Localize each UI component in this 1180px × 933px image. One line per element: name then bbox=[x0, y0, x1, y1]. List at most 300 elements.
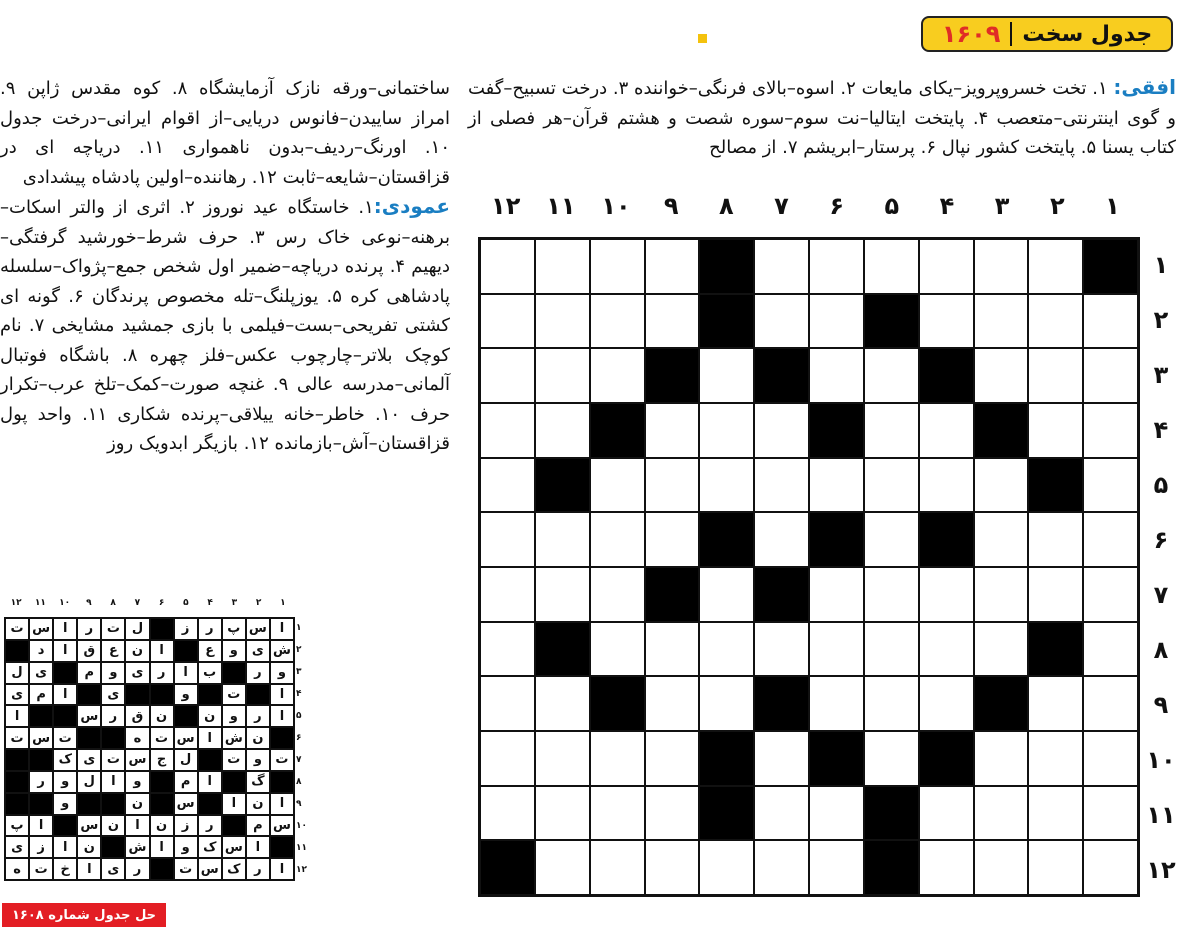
empty-cell[interactable] bbox=[864, 403, 919, 458]
empty-cell[interactable] bbox=[754, 840, 809, 895]
row-number-1: ۱ bbox=[1153, 250, 1169, 279]
row-number-5: ۵ bbox=[1153, 470, 1169, 499]
empty-cell[interactable] bbox=[1083, 622, 1138, 677]
solution-black-cell bbox=[53, 815, 77, 837]
solution-black-cell bbox=[77, 727, 101, 749]
empty-cell[interactable] bbox=[535, 567, 590, 622]
empty-cell[interactable] bbox=[1083, 348, 1138, 403]
solution-letter-cell: ا bbox=[150, 836, 174, 858]
solution-row-number-5: ۵ bbox=[296, 711, 302, 721]
solution-row-number-9: ۹ bbox=[296, 799, 302, 809]
solution-letter-cell: ر bbox=[77, 618, 101, 640]
solution-letter-cell: ت bbox=[150, 727, 174, 749]
empty-cell[interactable] bbox=[645, 622, 700, 677]
empty-cell[interactable] bbox=[1083, 294, 1138, 349]
empty-cell[interactable] bbox=[1028, 348, 1083, 403]
solution-letter-cell: ی bbox=[101, 684, 125, 706]
column-number-7: ۷ bbox=[774, 192, 789, 220]
black-cell bbox=[645, 567, 700, 622]
row-number-4: ۴ bbox=[1153, 415, 1169, 444]
empty-cell[interactable] bbox=[919, 294, 974, 349]
solution-letter-cell: و bbox=[53, 793, 77, 815]
solution-black-cell bbox=[5, 793, 29, 815]
solution-row-number-4: ۴ bbox=[296, 689, 302, 699]
empty-cell[interactable] bbox=[535, 676, 590, 731]
solution-row-number-2: ۲ bbox=[296, 645, 302, 655]
solution-column-number-1: ۱ bbox=[280, 598, 286, 608]
solution-black-cell bbox=[198, 684, 222, 706]
empty-cell[interactable] bbox=[480, 512, 535, 567]
empty-cell[interactable] bbox=[645, 239, 700, 294]
empty-cell[interactable] bbox=[480, 567, 535, 622]
empty-cell[interactable] bbox=[535, 512, 590, 567]
solution-letter-cell: ن bbox=[150, 705, 174, 727]
crossword-grid[interactable] bbox=[478, 237, 1140, 897]
empty-cell[interactable] bbox=[645, 840, 700, 895]
empty-cell[interactable] bbox=[809, 239, 864, 294]
empty-cell[interactable] bbox=[974, 348, 1029, 403]
empty-cell[interactable] bbox=[1083, 676, 1138, 731]
solution-letter-cell: ن bbox=[101, 815, 125, 837]
empty-cell[interactable] bbox=[1083, 840, 1138, 895]
solution-letter-cell: ا bbox=[53, 684, 77, 706]
empty-cell[interactable] bbox=[1083, 786, 1138, 841]
empty-cell[interactable] bbox=[645, 512, 700, 567]
empty-cell[interactable] bbox=[645, 786, 700, 841]
solution-letter-cell: و bbox=[270, 662, 294, 684]
solution-letter-cell: ا bbox=[198, 727, 222, 749]
solution-letter-cell: ز bbox=[29, 836, 53, 858]
solution-column-number-6: ۶ bbox=[158, 598, 165, 608]
row-number-6: ۶ bbox=[1153, 525, 1169, 554]
solution-letter-cell: ر bbox=[198, 815, 222, 837]
row-number-8: ۸ bbox=[1153, 635, 1169, 664]
solution-letter-cell: ا bbox=[101, 771, 125, 793]
empty-cell[interactable] bbox=[535, 348, 590, 403]
empty-cell[interactable] bbox=[974, 239, 1029, 294]
empty-cell[interactable] bbox=[919, 458, 974, 513]
column-number-5: ۵ bbox=[884, 192, 900, 220]
solution-letter-cell: ق bbox=[125, 705, 149, 727]
solution-letter-cell: و bbox=[125, 771, 149, 793]
solution-letter-cell: س bbox=[198, 858, 222, 880]
black-cell bbox=[919, 731, 974, 786]
empty-cell[interactable] bbox=[919, 239, 974, 294]
solution-column-number-3: ۳ bbox=[231, 598, 238, 608]
solution-letter-cell: خ bbox=[53, 858, 77, 880]
solution-letter-cell: ز bbox=[174, 618, 198, 640]
solution-black-cell bbox=[174, 705, 198, 727]
empty-cell[interactable] bbox=[974, 786, 1029, 841]
solution-black-cell bbox=[77, 684, 101, 706]
black-cell bbox=[535, 458, 590, 513]
empty-cell[interactable] bbox=[1028, 786, 1083, 841]
row-number-11: ۱۱ bbox=[1146, 800, 1176, 829]
solution-letter-cell: ی bbox=[5, 836, 29, 858]
empty-cell[interactable] bbox=[809, 294, 864, 349]
solution-letter-cell: ا bbox=[5, 705, 29, 727]
solution-row-number-1: ۱ bbox=[296, 623, 302, 633]
empty-cell[interactable] bbox=[1083, 567, 1138, 622]
empty-cell[interactable] bbox=[480, 458, 535, 513]
empty-cell[interactable] bbox=[535, 731, 590, 786]
black-cell bbox=[1028, 458, 1083, 513]
column-number-8: ۸ bbox=[719, 192, 734, 220]
solution-letter-cell: ی bbox=[125, 662, 149, 684]
solution-letter-cell: ر bbox=[246, 662, 270, 684]
solution-row-number-11: ۱۱ bbox=[296, 843, 307, 853]
solution-letter-cell: و bbox=[101, 662, 125, 684]
empty-cell[interactable] bbox=[699, 458, 754, 513]
solution-letter-cell: ا bbox=[53, 836, 77, 858]
solution-letter-cell: و bbox=[222, 640, 246, 662]
empty-cell[interactable] bbox=[699, 567, 754, 622]
empty-cell[interactable] bbox=[480, 403, 535, 458]
empty-cell[interactable] bbox=[590, 786, 645, 841]
solution-row-numbers bbox=[296, 617, 306, 881]
empty-cell[interactable] bbox=[1028, 294, 1083, 349]
empty-cell[interactable] bbox=[1083, 458, 1138, 513]
empty-cell[interactable] bbox=[590, 840, 645, 895]
empty-cell[interactable] bbox=[590, 348, 645, 403]
solution-column-number-2: ۲ bbox=[255, 598, 262, 608]
column-number-11: ۱۱ bbox=[546, 192, 576, 220]
empty-cell[interactable] bbox=[974, 458, 1029, 513]
empty-cell[interactable] bbox=[480, 348, 535, 403]
solution-column-number-12: ۱۲ bbox=[10, 598, 22, 608]
empty-cell[interactable] bbox=[480, 294, 535, 349]
solution-letter-cell: ر bbox=[150, 662, 174, 684]
black-cell bbox=[1083, 239, 1138, 294]
empty-cell[interactable] bbox=[535, 294, 590, 349]
empty-cell[interactable] bbox=[535, 403, 590, 458]
black-cell bbox=[919, 348, 974, 403]
empty-cell[interactable] bbox=[699, 403, 754, 458]
solution-letter-cell: ر bbox=[125, 858, 149, 880]
empty-cell[interactable] bbox=[590, 458, 645, 513]
empty-cell[interactable] bbox=[699, 348, 754, 403]
solution-letter-cell: ا bbox=[29, 815, 53, 837]
empty-cell[interactable] bbox=[919, 676, 974, 731]
empty-cell[interactable] bbox=[1083, 403, 1138, 458]
empty-cell[interactable] bbox=[864, 348, 919, 403]
solution-black-cell bbox=[5, 749, 29, 771]
column-number-12: ۱۲ bbox=[491, 192, 521, 220]
column-number-4: ۴ bbox=[939, 192, 955, 220]
empty-cell[interactable] bbox=[645, 458, 700, 513]
black-cell bbox=[809, 403, 864, 458]
row-number-10: ۱۰ bbox=[1146, 745, 1176, 774]
across-clues bbox=[468, 73, 1176, 163]
empty-cell[interactable] bbox=[754, 622, 809, 677]
across-clues-continued: ساختمانی–ورقه نازک آزمایشگاه ۸. کوه مقدس ژاپن ۹. امراز ساییدن–فانوس دریایی–از اقوام ایرانی–درخت جدول ۱۰. اورنگ–ردیف–بدون ناهمواری ۱۱. دریاچه ای در قزاقستان–شایعه–ثابت ۱۲. رهاننده–اولین پادشاه پیشدادی bbox=[0, 78, 450, 188]
solution-letter-cell: ه bbox=[5, 858, 29, 880]
black-cell bbox=[590, 403, 645, 458]
solution-letter-cell: ی bbox=[246, 640, 270, 662]
empty-cell[interactable] bbox=[645, 403, 700, 458]
empty-cell[interactable] bbox=[1083, 731, 1138, 786]
black-cell bbox=[809, 512, 864, 567]
empty-cell[interactable] bbox=[809, 622, 864, 677]
empty-cell[interactable] bbox=[754, 458, 809, 513]
row-number-2: ۲ bbox=[1153, 305, 1169, 334]
empty-cell[interactable] bbox=[864, 458, 919, 513]
empty-cell[interactable] bbox=[864, 239, 919, 294]
solution-letter-cell: گ bbox=[246, 771, 270, 793]
solution-letter-cell: ا bbox=[77, 858, 101, 880]
empty-cell[interactable] bbox=[1028, 239, 1083, 294]
empty-cell[interactable] bbox=[754, 786, 809, 841]
solution-letter-cell: ن bbox=[150, 815, 174, 837]
solution-black-cell bbox=[101, 727, 125, 749]
empty-cell[interactable] bbox=[864, 512, 919, 567]
solution-letter-cell: ل bbox=[5, 662, 29, 684]
empty-cell[interactable] bbox=[754, 731, 809, 786]
grid-column-numbers bbox=[478, 192, 1140, 226]
solution-letter-cell: م bbox=[174, 771, 198, 793]
empty-cell[interactable] bbox=[535, 840, 590, 895]
black-cell bbox=[699, 731, 754, 786]
solution-letter-cell: ت bbox=[270, 749, 294, 771]
solution-letter-cell: ش bbox=[270, 640, 294, 662]
empty-cell[interactable] bbox=[1028, 512, 1083, 567]
empty-cell[interactable] bbox=[919, 840, 974, 895]
empty-cell[interactable] bbox=[809, 458, 864, 513]
empty-cell[interactable] bbox=[919, 786, 974, 841]
empty-cell[interactable] bbox=[809, 786, 864, 841]
solution-letter-cell: ر bbox=[198, 618, 222, 640]
across-heading: افقی: bbox=[1113, 75, 1176, 99]
empty-cell[interactable] bbox=[809, 676, 864, 731]
solution-grid bbox=[4, 617, 295, 881]
solution-letter-cell: ن bbox=[246, 793, 270, 815]
row-number-7: ۷ bbox=[1153, 580, 1169, 609]
solution-letter-cell: ر bbox=[29, 771, 53, 793]
empty-cell[interactable] bbox=[1028, 403, 1083, 458]
solution-letter-cell: ا bbox=[246, 836, 270, 858]
solution-black-cell bbox=[101, 793, 125, 815]
empty-cell[interactable] bbox=[645, 731, 700, 786]
solution-black-cell bbox=[53, 662, 77, 684]
empty-cell[interactable] bbox=[754, 294, 809, 349]
solution-column-number-8: ۸ bbox=[110, 598, 116, 608]
solution-letter-cell: ی bbox=[5, 684, 29, 706]
solution-letter-cell: س bbox=[174, 727, 198, 749]
empty-cell[interactable] bbox=[919, 403, 974, 458]
solution-letter-cell: ه bbox=[125, 727, 149, 749]
solution-letter-cell: س bbox=[174, 793, 198, 815]
solution-letter-cell: ا bbox=[270, 793, 294, 815]
empty-cell[interactable] bbox=[480, 676, 535, 731]
solution-black-cell bbox=[29, 749, 53, 771]
empty-cell[interactable] bbox=[809, 840, 864, 895]
empty-cell[interactable] bbox=[535, 786, 590, 841]
solution-letter-cell: ت bbox=[29, 858, 53, 880]
empty-cell[interactable] bbox=[590, 294, 645, 349]
solution-letter-cell: ا bbox=[270, 705, 294, 727]
solution-letter-cell: ی bbox=[77, 749, 101, 771]
solution-black-cell bbox=[270, 836, 294, 858]
solution-letter-cell: ک bbox=[222, 858, 246, 880]
black-cell bbox=[974, 403, 1029, 458]
solution-letter-cell: ن bbox=[77, 836, 101, 858]
solution-letter-cell: ش bbox=[125, 836, 149, 858]
empty-cell[interactable] bbox=[974, 840, 1029, 895]
solution-black-cell bbox=[246, 684, 270, 706]
solution-letter-cell: ت bbox=[5, 727, 29, 749]
solution-letter-cell: م bbox=[29, 684, 53, 706]
solution-letter-cell: ش bbox=[222, 727, 246, 749]
solution-black-cell bbox=[198, 749, 222, 771]
solution-black-cell bbox=[150, 771, 174, 793]
empty-cell[interactable] bbox=[590, 622, 645, 677]
empty-cell[interactable] bbox=[645, 676, 700, 731]
puzzle-title: جدول سخت bbox=[1022, 21, 1153, 47]
solution-letter-cell: ت bbox=[174, 858, 198, 880]
solution-black-cell bbox=[29, 793, 53, 815]
solution-letter-cell: ت bbox=[222, 684, 246, 706]
solution-letter-cell: ج bbox=[150, 749, 174, 771]
black-cell bbox=[699, 512, 754, 567]
solution-row-number-12: ۱۲ bbox=[296, 865, 307, 875]
empty-cell[interactable] bbox=[480, 786, 535, 841]
empty-cell[interactable] bbox=[809, 348, 864, 403]
solution-column-number-11: ۱۱ bbox=[34, 598, 46, 608]
decorative-square bbox=[698, 34, 707, 43]
solution-letter-cell: و bbox=[222, 705, 246, 727]
black-cell bbox=[919, 512, 974, 567]
solution-black-cell bbox=[101, 836, 125, 858]
solution-letter-cell: ی bbox=[29, 662, 53, 684]
solution-letter-cell: س bbox=[222, 836, 246, 858]
empty-cell[interactable] bbox=[809, 567, 864, 622]
solution-letter-cell: ت bbox=[101, 618, 125, 640]
row-number-9: ۹ bbox=[1153, 690, 1169, 719]
solution-letter-cell: م bbox=[77, 662, 101, 684]
empty-cell[interactable] bbox=[590, 731, 645, 786]
down-heading: عمودی: bbox=[373, 194, 450, 218]
solution-letter-cell: ت bbox=[53, 727, 77, 749]
solution-black-cell bbox=[150, 684, 174, 706]
solution-black-cell bbox=[53, 705, 77, 727]
solution-black-cell bbox=[29, 705, 53, 727]
empty-cell[interactable] bbox=[480, 239, 535, 294]
empty-cell[interactable] bbox=[645, 294, 700, 349]
empty-cell[interactable] bbox=[754, 403, 809, 458]
empty-cell[interactable] bbox=[974, 294, 1029, 349]
empty-cell[interactable] bbox=[754, 239, 809, 294]
empty-cell[interactable] bbox=[974, 567, 1029, 622]
black-cell bbox=[864, 840, 919, 895]
empty-cell[interactable] bbox=[480, 622, 535, 677]
solution-letter-cell: ر bbox=[246, 858, 270, 880]
solution-letter-cell: ا bbox=[270, 684, 294, 706]
empty-cell[interactable] bbox=[699, 676, 754, 731]
solution-letter-cell: و bbox=[174, 684, 198, 706]
solution-black-cell bbox=[198, 793, 222, 815]
solution-letter-cell: س bbox=[270, 815, 294, 837]
solution-letter-cell: ا bbox=[270, 858, 294, 880]
empty-cell[interactable] bbox=[864, 567, 919, 622]
black-cell bbox=[809, 731, 864, 786]
column-number-2: ۲ bbox=[1049, 192, 1065, 220]
down-clues-text: ۱. خاستگاه عید نوروز ۲. اثری از والتر اسکات–برهنه–نوعی خاک رس ۳. حرف شرط–خورشید گرفتگی–دیهیم ۴. پرنده دریاچه–ضمیر اول شخص جمع–پژواک–سلسله پادشاهی کره ۵. یوزپلنگ–تله مخصوص پرندگان ۶. گونه ای کشتی تفریحی–بست–فیلمی با بازی جمشید مشایخی ۷. نام کوچک بلاتر–چارچوب عکس–فلز چهره ۸. باشگاه فوتبال آلمانی–مدرسه عالی ۹. غنچه صورت–کمک–تلخ عرب–تکرار حرف ۱۰. خاطر–خانه ییلاقی–پرنده شکاری ۱۱. واحد پول قزاقستان–آش–بازمانده ۱۲. بازیگر ابدویک روز bbox=[0, 197, 450, 454]
solution-letter-cell: ل bbox=[77, 771, 101, 793]
empty-cell[interactable] bbox=[864, 676, 919, 731]
solution-letter-cell: ت bbox=[222, 749, 246, 771]
solution-black-cell bbox=[5, 771, 29, 793]
solution-label: حل جدول شماره ۱۶۰۸ bbox=[2, 903, 166, 927]
black-cell bbox=[480, 840, 535, 895]
empty-cell[interactable] bbox=[699, 840, 754, 895]
solution-row-number-7: ۷ bbox=[296, 755, 302, 765]
empty-cell[interactable] bbox=[1028, 840, 1083, 895]
solution-letter-cell: ن bbox=[125, 640, 149, 662]
empty-cell[interactable] bbox=[919, 622, 974, 677]
empty-cell[interactable] bbox=[1028, 567, 1083, 622]
column-number-3: ۳ bbox=[994, 192, 1010, 220]
empty-cell[interactable] bbox=[974, 622, 1029, 677]
empty-cell[interactable] bbox=[864, 731, 919, 786]
solution-black-cell bbox=[150, 618, 174, 640]
empty-cell[interactable] bbox=[590, 567, 645, 622]
empty-cell[interactable] bbox=[699, 622, 754, 677]
solution-letter-cell: ت bbox=[5, 618, 29, 640]
empty-cell[interactable] bbox=[535, 239, 590, 294]
black-cell bbox=[754, 348, 809, 403]
solution-letter-cell: ا bbox=[150, 640, 174, 662]
solution-letter-cell: ت bbox=[101, 749, 125, 771]
empty-cell[interactable] bbox=[480, 731, 535, 786]
solution-letter-cell: و bbox=[174, 836, 198, 858]
solution-black-cell bbox=[125, 684, 149, 706]
solution-letter-cell: پ bbox=[222, 618, 246, 640]
grid-row-numbers bbox=[1142, 237, 1180, 897]
black-cell bbox=[699, 239, 754, 294]
solution-black-cell bbox=[77, 793, 101, 815]
empty-cell[interactable] bbox=[1028, 731, 1083, 786]
solution-black-cell bbox=[222, 815, 246, 837]
solution-black-cell bbox=[150, 858, 174, 880]
empty-cell[interactable] bbox=[1083, 512, 1138, 567]
solution-letter-cell: و bbox=[246, 749, 270, 771]
empty-cell[interactable] bbox=[974, 512, 1029, 567]
empty-cell[interactable] bbox=[864, 622, 919, 677]
empty-cell[interactable] bbox=[590, 239, 645, 294]
solution-letter-cell: س bbox=[77, 815, 101, 837]
solution-letter-cell: ن bbox=[125, 793, 149, 815]
black-cell bbox=[754, 567, 809, 622]
puzzle-title-box bbox=[921, 16, 1173, 52]
solution-letter-cell: ل bbox=[174, 749, 198, 771]
solution-row-number-6: ۶ bbox=[296, 733, 302, 743]
solution-letter-cell: ع bbox=[101, 640, 125, 662]
empty-cell[interactable] bbox=[974, 731, 1029, 786]
solution-column-number-9: ۹ bbox=[86, 598, 92, 608]
black-cell bbox=[864, 786, 919, 841]
empty-cell[interactable] bbox=[1028, 676, 1083, 731]
column-number-6: ۶ bbox=[829, 192, 844, 220]
black-cell bbox=[754, 676, 809, 731]
row-number-3: ۳ bbox=[1153, 360, 1169, 389]
solution-letter-cell: ا bbox=[125, 815, 149, 837]
empty-cell[interactable] bbox=[590, 512, 645, 567]
solution-letter-cell: ا bbox=[53, 618, 77, 640]
solution-letter-cell: س bbox=[29, 618, 53, 640]
empty-cell[interactable] bbox=[754, 512, 809, 567]
solution-letter-cell: و bbox=[53, 771, 77, 793]
empty-cell[interactable] bbox=[919, 567, 974, 622]
